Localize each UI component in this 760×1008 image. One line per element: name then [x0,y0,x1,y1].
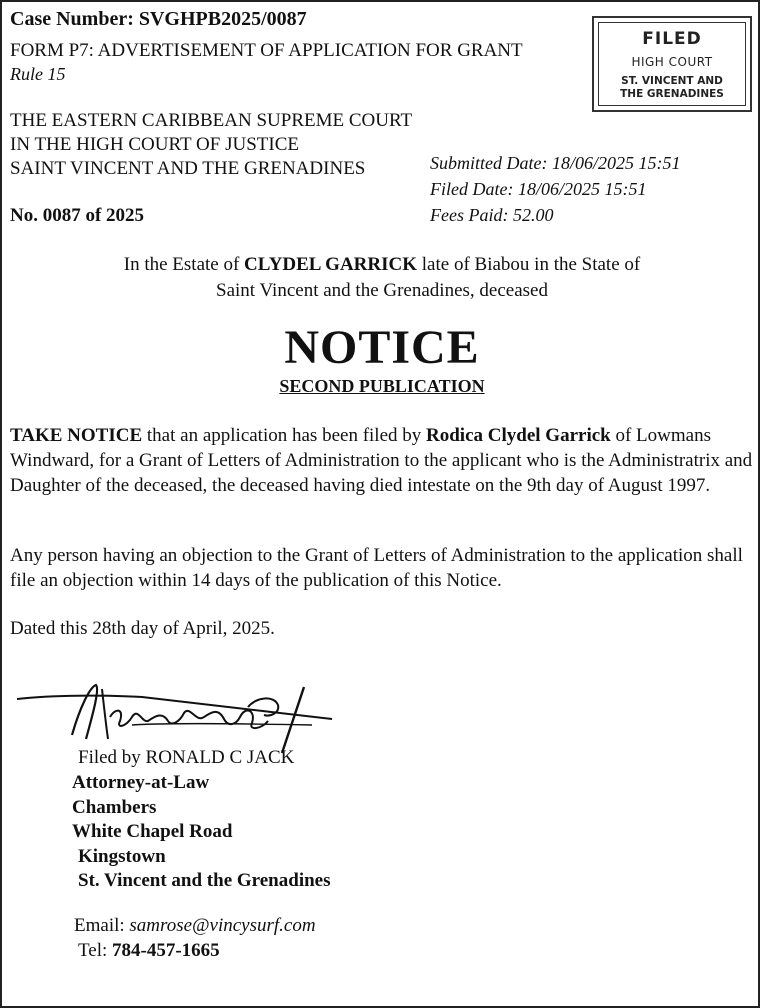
objection-paragraph: Any person having an objection to the Grant of Letters of Administration to the application shall file an objection within 14 days of the publication of this Notice. [10,545,743,591]
notice-paragraph [10,423,754,498]
address-line-1: Attorney-at-Law [72,772,210,793]
address-line-4: Kingstown [78,845,166,867]
address-line-5: St. Vincent and the Grenadines [78,870,331,891]
filed-stamp-inner [598,22,746,106]
signature-image [12,677,342,757]
filed-by: Filed by RONALD C JACK [78,747,295,768]
submitted-date: Submitted Date: 18/06/2025 15:51 [430,153,681,173]
stamp-filed-label: FILED [642,29,702,49]
form-title: FORM P7: ADVERTISEMENT OF APPLICATION FOR GRANT [10,40,523,61]
filed-stamp [592,16,752,112]
attorney-address [72,771,331,894]
tel-number: 784-457-1665 [112,940,220,961]
estate-line [2,252,760,304]
publication-label: SECOND PUBLICATION [279,376,485,396]
dated-line: Dated this 28th day of April, 2025. [10,618,275,639]
stamp-place-line2: THE GRENADINES [620,88,724,100]
stamp-place-line1: ST. VINCENT AND [621,75,723,87]
stamp-place-label [599,75,745,101]
email-line [74,915,316,937]
case-no: No. 0087 of 2025 [10,205,145,226]
fees-paid: Fees Paid: 52.00 [430,205,554,225]
email-address: samrose@vincysurf.com [129,915,316,936]
address-line-2: Chambers [72,796,157,818]
deceased-name: CLYDEL GARRICK [244,254,418,275]
notice-title: NOTICE [284,321,480,374]
court-line-1: THE EASTERN CARIBBEAN SUPREME COURT [10,110,413,131]
estate-suffix: late of Biabou in the State of [417,254,641,275]
rule-reference: Rule 15 [10,64,66,84]
tel-line [78,940,220,962]
applicant-name: Rodica Clydel Garrick [426,425,611,446]
tel-label: Tel: [78,940,113,961]
filing-meta [430,150,680,228]
email-label: Email: [74,915,130,936]
court-line-3: SAINT VINCENT AND THE GRENADINES [10,158,366,179]
address-line-3: White Chapel Road [72,821,233,842]
estate-prefix: In the Estate of [123,254,245,275]
take-notice-lead: TAKE NOTICE [10,425,143,446]
estate-line-2: Saint Vincent and the Grenadines, deceased [216,280,548,301]
p1-text-b: of Lowmans Windward, for a Grant of Letters of Administration to the applicant who is the Administratrix and Daughter of the deceased, the deceased having died intestate on the 9th day of August 1997. [10,425,753,496]
stamp-court-label: HIGH COURT [631,55,713,69]
filed-date: Filed Date: 18/06/2025 15:51 [430,179,647,199]
p1-text-a: that an application has been filed by [142,425,427,446]
court-heading [10,109,412,181]
court-line-2: IN THE HIGH COURT OF JUSTICE [10,134,299,155]
case-number: Case Number: SVGHPB2025/0087 [10,8,307,30]
